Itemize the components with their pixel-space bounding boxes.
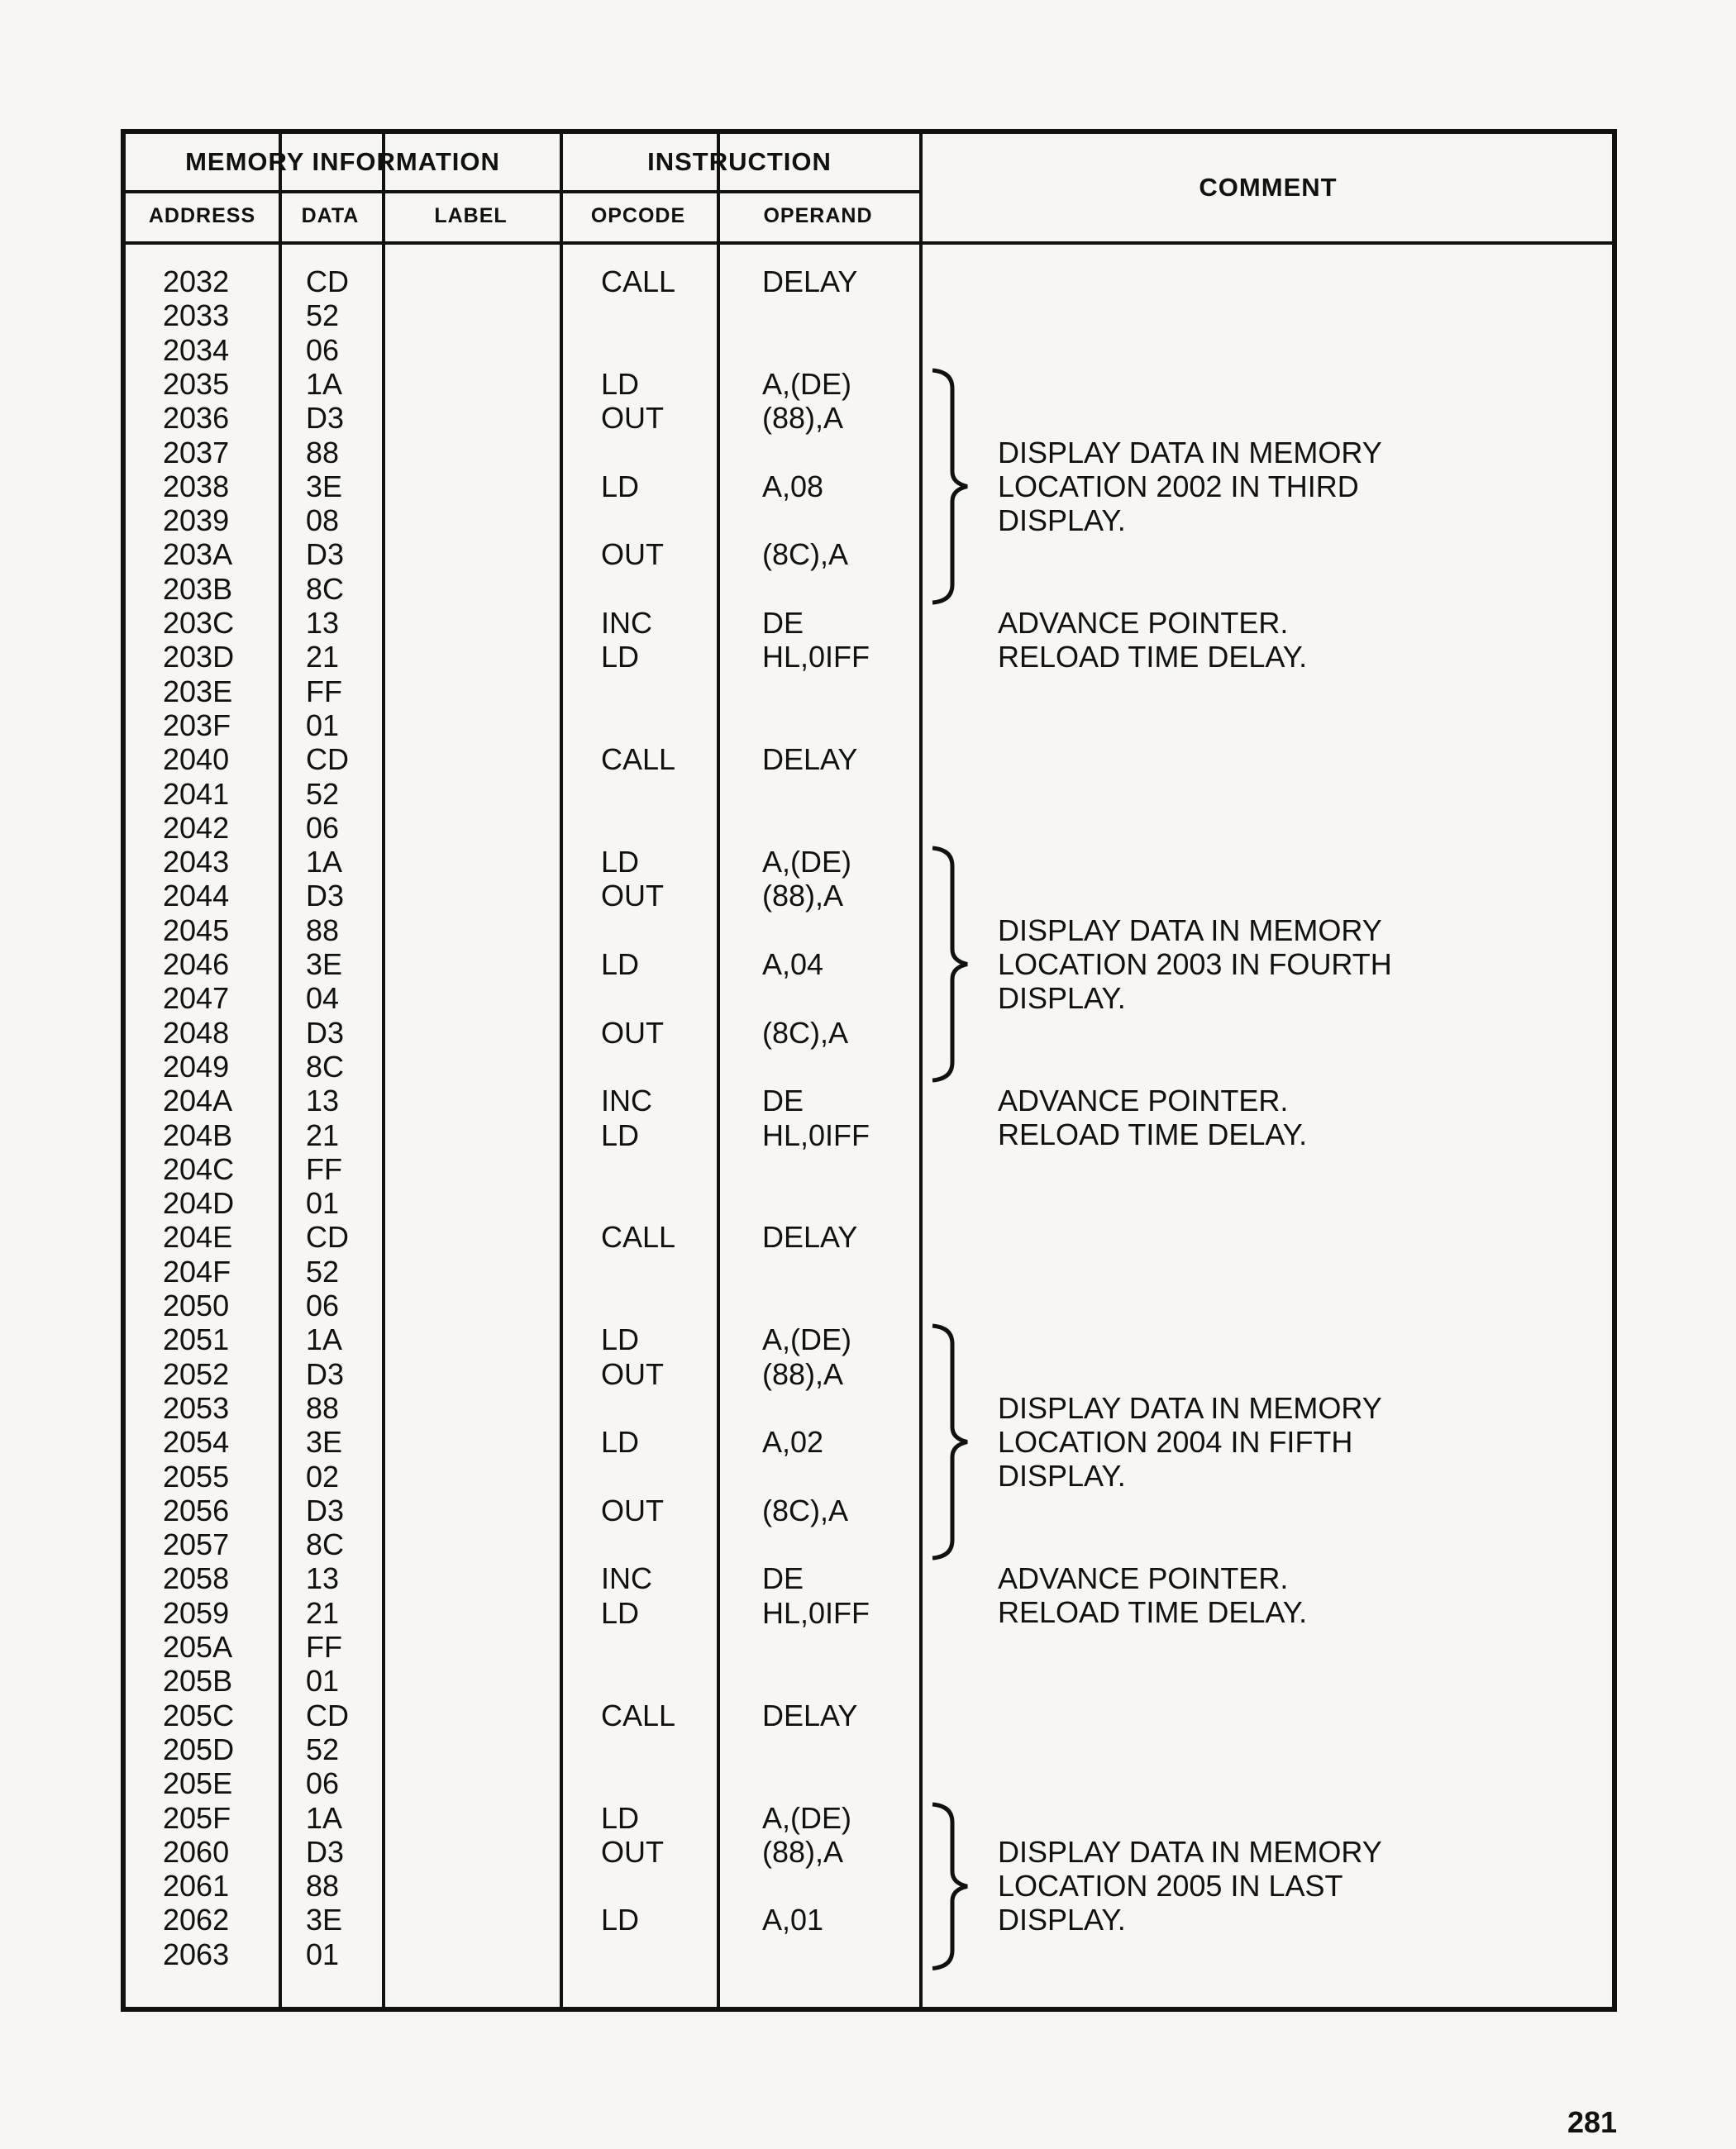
address-cell: 2062	[163, 1903, 230, 1937]
data-header: DATA	[301, 203, 360, 227]
address-cell: 2046	[163, 947, 230, 981]
data-cell: FF	[306, 1630, 342, 1664]
address-cell: 203C	[163, 606, 235, 640]
table-row	[126, 1084, 1612, 1117]
operand-cell: (88),A	[762, 1834, 844, 1869]
data-cell: 3E	[306, 947, 343, 981]
data-cell: CD	[306, 1698, 349, 1732]
instruction-header: INSTRUCTION	[647, 147, 832, 176]
operand-cell: DELAY	[762, 1220, 858, 1255]
data-cell: 04	[306, 981, 340, 1016]
address-cell: 205F	[163, 1800, 231, 1835]
data-cell: 8C	[306, 571, 345, 606]
comment-text: ADVANCE POINTER. RELOAD TIME DELAY.	[998, 606, 1308, 674]
operand-cell: (88),A	[762, 401, 844, 436]
address-cell: 203F	[163, 708, 231, 742]
table-row	[126, 298, 1612, 332]
table-row	[126, 811, 1612, 845]
data-cell: D3	[306, 1834, 345, 1869]
table-row	[126, 1732, 1612, 1766]
address-cell: 2051	[163, 1322, 230, 1357]
address-cell: 205A	[163, 1630, 233, 1664]
table-row	[126, 469, 1612, 503]
address-cell: 2036	[163, 401, 230, 436]
opcode-cell: INC	[601, 1561, 652, 1596]
table-row	[126, 742, 1612, 776]
table-row	[126, 537, 1612, 571]
data-cell: 01	[306, 1186, 340, 1221]
table-row	[126, 1118, 1612, 1152]
data-cell: 88	[306, 435, 340, 469]
table-row	[126, 1801, 1612, 1835]
opcode-cell: CALL	[601, 1220, 676, 1255]
address-cell: 2033	[163, 298, 230, 333]
data-cell: 52	[306, 776, 340, 811]
opcode-cell: LD	[601, 1322, 640, 1357]
data-cell: D3	[306, 401, 345, 436]
address-cell: 2050	[163, 1289, 230, 1322]
address-cell: 2055	[163, 1459, 230, 1494]
comment-header: COMMENT	[1199, 173, 1338, 202]
operand-header: OPERAND	[763, 203, 873, 227]
table-row	[126, 333, 1612, 367]
data-cell: 21	[306, 1595, 340, 1630]
address-cell: 205C	[163, 1698, 235, 1732]
comment-text: DISPLAY DATA IN MEMORY LOCATION 2004 IN FIFTH DISPLAY.	[998, 1391, 1382, 1494]
data-cell: FF	[306, 1151, 342, 1186]
operand-cell: (8C),A	[762, 1015, 849, 1050]
memory-information-header: MEMORY INFORMATION	[185, 147, 500, 176]
data-cell: CD	[306, 1220, 349, 1255]
data-cell: 1A	[306, 845, 343, 879]
comment-text: DISPLAY DATA IN MEMORY LOCATION 2003 IN FOURTH DISPLAY.	[998, 913, 1392, 1016]
table-row	[126, 1596, 1612, 1630]
operand-cell: (8C),A	[762, 1493, 849, 1527]
address-cell: 2043	[163, 845, 230, 879]
address-cell: 205E	[163, 1766, 233, 1801]
table-row	[126, 1630, 1612, 1664]
data-cell: CD	[306, 742, 349, 777]
opcode-cell: OUT	[601, 1015, 664, 1050]
address-cell: 204A	[163, 1084, 233, 1118]
address-cell: 2042	[163, 810, 230, 845]
data-cell: 21	[306, 1117, 340, 1152]
opcode-cell: LD	[601, 1425, 640, 1460]
data-cell: 3E	[306, 469, 343, 503]
table-row	[126, 1699, 1612, 1732]
program-listing-table	[121, 129, 1617, 2012]
table-row	[126, 1937, 1612, 1971]
header-divider-lower	[126, 241, 1612, 245]
operand-cell: DE	[762, 606, 804, 640]
table-row	[126, 1391, 1612, 1425]
table-row	[126, 674, 1612, 708]
opcode-cell: LD	[601, 1117, 640, 1152]
opcode-cell: CALL	[601, 264, 676, 298]
right-brace-icon	[928, 845, 985, 1084]
opcode-cell: LD	[601, 640, 640, 674]
operand-cell: A,08	[762, 469, 824, 503]
right-brace-icon	[928, 367, 985, 606]
operand-cell: (8C),A	[762, 537, 849, 572]
opcode-cell: CALL	[601, 1698, 676, 1732]
data-cell: 06	[306, 1766, 340, 1801]
operand-cell: DELAY	[762, 264, 858, 298]
table-row	[126, 401, 1612, 435]
data-cell: 1A	[306, 1800, 343, 1835]
data-cell: 88	[306, 1390, 340, 1425]
table-row	[126, 1664, 1612, 1698]
operand-cell: A,01	[762, 1903, 824, 1937]
table-row	[126, 1186, 1612, 1220]
address-cell: 2049	[163, 1049, 230, 1084]
data-cell: 01	[306, 1664, 340, 1699]
operand-cell: HL,0IFF	[762, 640, 870, 674]
table-row	[126, 1835, 1612, 1869]
address-header: ADDRESS	[148, 203, 256, 227]
table-row	[126, 1869, 1612, 1903]
operand-cell: HL,0IFF	[762, 1595, 870, 1630]
data-cell: D3	[306, 1356, 345, 1391]
table-row	[126, 1425, 1612, 1459]
address-cell: 2037	[163, 435, 230, 469]
data-cell: D3	[306, 1493, 345, 1527]
operand-cell: DE	[762, 1084, 804, 1118]
opcode-cell: LD	[601, 947, 640, 981]
data-cell: D3	[306, 537, 345, 572]
data-cell: 8C	[306, 1527, 345, 1562]
label-header: LABEL	[434, 203, 508, 227]
operand-cell: A,04	[762, 947, 824, 981]
address-cell: 204F	[163, 1254, 231, 1289]
address-cell: 2060	[163, 1834, 230, 1869]
data-cell: 3E	[306, 1903, 343, 1937]
address-cell: 205D	[163, 1732, 235, 1766]
address-cell: 2048	[163, 1015, 230, 1050]
operand-cell: A,(DE)	[762, 366, 851, 401]
page-number: 281	[1567, 2105, 1618, 2139]
operand-cell: DE	[762, 1561, 804, 1596]
data-cell: 13	[306, 1561, 340, 1596]
comment-text: ADVANCE POINTER. RELOAD TIME DELAY.	[998, 1084, 1308, 1152]
data-cell: 13	[306, 1084, 340, 1118]
data-cell: 8C	[306, 1049, 345, 1084]
opcode-cell: LD	[601, 366, 640, 401]
opcode-cell: OUT	[601, 401, 664, 436]
table-row	[126, 1152, 1612, 1186]
address-cell: 204C	[163, 1151, 235, 1186]
address-cell: 205B	[163, 1664, 233, 1699]
data-cell: 06	[306, 1289, 340, 1322]
table-row	[126, 1050, 1612, 1084]
address-cell: 2039	[163, 503, 230, 538]
data-cell: 21	[306, 640, 340, 674]
data-cell: 01	[306, 708, 340, 742]
data-cell: 08	[306, 503, 340, 538]
address-cell: 2061	[163, 1869, 230, 1904]
data-cell: 1A	[306, 1322, 343, 1357]
opcode-cell: LD	[601, 1595, 640, 1630]
address-cell: 2057	[163, 1527, 230, 1562]
operand-cell: A,02	[762, 1425, 824, 1460]
data-cell: FF	[306, 674, 342, 708]
table-row	[126, 1289, 1612, 1322]
table-row	[126, 1220, 1612, 1254]
address-cell: 203D	[163, 640, 235, 674]
operand-cell: (88),A	[762, 1356, 844, 1391]
table-row	[126, 1903, 1612, 1937]
address-cell: 2052	[163, 1356, 230, 1391]
address-cell: 2063	[163, 1937, 230, 1971]
table-row	[126, 1255, 1612, 1289]
data-cell: 01	[306, 1937, 340, 1971]
table-row	[126, 572, 1612, 606]
address-cell: 203A	[163, 537, 233, 572]
operand-cell: A,(DE)	[762, 845, 851, 879]
address-cell: 2040	[163, 742, 230, 777]
opcode-cell: INC	[601, 606, 652, 640]
table-row	[126, 777, 1612, 811]
operand-cell: (88),A	[762, 879, 844, 913]
address-cell: 204D	[163, 1186, 235, 1221]
table-row	[126, 264, 1612, 298]
comment-text: DISPLAY DATA IN MEMORY LOCATION 2005 IN LAST DISPLAY.	[998, 1835, 1382, 1937]
operand-cell: DELAY	[762, 742, 858, 777]
table-row	[126, 1357, 1612, 1391]
address-cell: 2059	[163, 1595, 230, 1630]
table-row	[126, 708, 1612, 742]
comment-text: ADVANCE POINTER. RELOAD TIME DELAY.	[998, 1561, 1308, 1630]
opcode-cell: OUT	[601, 879, 664, 913]
data-cell: 06	[306, 332, 340, 367]
operand-cell: DELAY	[762, 1698, 858, 1732]
address-cell: 204E	[163, 1220, 233, 1255]
data-cell: 3E	[306, 1425, 343, 1460]
table-row	[126, 606, 1612, 640]
data-cell: 06	[306, 810, 340, 845]
operand-cell: A,(DE)	[762, 1322, 851, 1357]
address-cell: 2053	[163, 1390, 230, 1425]
table-row	[126, 1561, 1612, 1595]
address-cell: 2054	[163, 1425, 230, 1460]
address-cell: 2058	[163, 1561, 230, 1596]
address-cell: 2047	[163, 981, 230, 1016]
operand-cell: HL,0IFF	[762, 1117, 870, 1152]
table-row	[126, 1016, 1612, 1050]
address-cell: 2038	[163, 469, 230, 503]
opcode-cell: OUT	[601, 1493, 664, 1527]
opcode-header: OPCODE	[590, 203, 686, 227]
table-row	[126, 1460, 1612, 1494]
address-cell: 203E	[163, 674, 233, 708]
address-cell: 2035	[163, 366, 230, 401]
address-cell: 204B	[163, 1117, 233, 1152]
opcode-cell: INC	[601, 1084, 652, 1118]
opcode-cell: OUT	[601, 1356, 664, 1391]
opcode-cell: OUT	[601, 1834, 664, 1869]
table-row	[126, 845, 1612, 879]
address-cell: 2045	[163, 912, 230, 947]
data-cell: 02	[306, 1459, 340, 1494]
data-cell: 13	[306, 606, 340, 640]
data-cell: CD	[306, 264, 349, 298]
table-row	[126, 367, 1612, 401]
right-brace-icon	[928, 1322, 985, 1561]
data-cell: 52	[306, 1732, 340, 1766]
address-cell: 2032	[163, 264, 230, 298]
data-cell: D3	[306, 879, 345, 913]
data-cell: 88	[306, 912, 340, 947]
table-row	[126, 503, 1612, 537]
data-cell: 1A	[306, 366, 343, 401]
opcode-cell: OUT	[601, 537, 664, 572]
comment-text: DISPLAY DATA IN MEMORY LOCATION 2002 IN THIRD DISPLAY.	[998, 435, 1382, 537]
address-cell: 2041	[163, 776, 230, 811]
table-row	[126, 1494, 1612, 1527]
address-cell: 203B	[163, 571, 233, 606]
opcode-cell: LD	[601, 1800, 640, 1835]
opcode-cell: LD	[601, 1903, 640, 1937]
data-cell: 52	[306, 1254, 340, 1289]
table-row	[126, 640, 1612, 674]
right-brace-icon	[928, 1801, 985, 1972]
opcode-cell: CALL	[601, 742, 676, 777]
data-cell: 88	[306, 1869, 340, 1904]
address-cell: 2044	[163, 879, 230, 913]
table-row	[126, 1527, 1612, 1561]
table-row	[126, 879, 1612, 912]
address-cell: 2056	[163, 1493, 230, 1527]
operand-cell: A,(DE)	[762, 1800, 851, 1835]
opcode-cell: LD	[601, 845, 640, 879]
data-cell: 52	[306, 298, 340, 333]
data-cell: D3	[306, 1015, 345, 1050]
address-cell: 2034	[163, 332, 230, 367]
table-row	[126, 1322, 1612, 1356]
opcode-cell: LD	[601, 469, 640, 503]
table-row	[126, 436, 1612, 469]
table-row	[126, 1766, 1612, 1800]
